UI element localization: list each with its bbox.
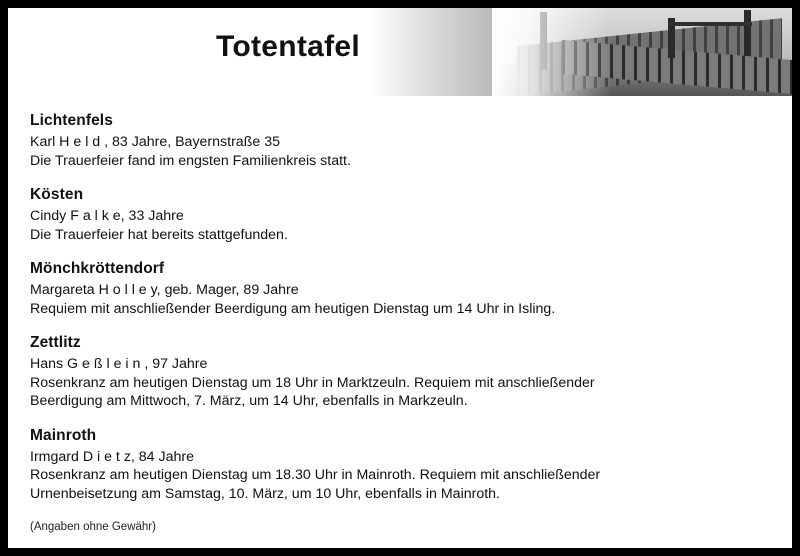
obituary-entry — [30, 334, 770, 411]
entry-line: Urnenbeisetzung am Samstag, 10. März, um 10 Uhr, ebenfalls in Mainroth. — [30, 485, 500, 502]
obituary-sheet — [8, 8, 792, 548]
entry-line: Margareta H o l l e y, geb. Mager, 89 Jahre — [30, 282, 299, 298]
entry-line: Hans G e ß l e i n , 97 Jahre — [30, 356, 208, 372]
photo-pier-rail — [668, 22, 752, 26]
entry-place: Kösten — [30, 186, 84, 203]
entry-line: Cindy F a l k e, 33 Jahre — [30, 208, 184, 224]
obituary-list — [8, 96, 792, 503]
disclaimer-note: (Angaben ohne Gewähr) — [30, 521, 156, 533]
entry-place: Mainroth — [30, 426, 97, 444]
header-band — [8, 8, 792, 96]
entry-place: Zettlitz — [30, 334, 81, 351]
entry-line: Die Trauerfeier hat bereits stattgefunden. — [30, 226, 288, 243]
obituary-entry — [30, 427, 770, 504]
entry-line: Rosenkranz am heutigen Dienstag um 18.30 Uhr in Mainroth. Requiem mit anschließender — [30, 467, 601, 483]
obituary-entry — [30, 186, 770, 244]
entry-line: Karl H e l d , 83 Jahre, Bayernstraße 35 — [30, 134, 280, 150]
entry-line: Die Trauerfeier fand im engsten Familienkreis statt. — [30, 152, 351, 169]
photo-pier-post — [744, 10, 751, 56]
entry-line: Irmgard D i e t z, 84 Jahre — [30, 448, 195, 465]
entry-place: Mönchkröttendorf — [30, 260, 165, 277]
entry-line: Beerdigung am Mittwoch, 7. März, um 14 Uhr, ebenfalls in Markzeuln. — [30, 393, 468, 409]
obituary-entry — [30, 112, 770, 170]
entry-line: Rosenkranz am heutigen Dienstag um 18 Uhr in Marktzeuln. Requiem mit anschließender — [30, 374, 595, 391]
entry-place: Lichtenfels — [30, 112, 113, 129]
obituary-entry — [30, 260, 770, 318]
entry-line: Requiem mit anschließender Beerdigung am heutigen Dienstag um 14 Uhr in Isling. — [30, 300, 556, 317]
page-title: Totentafel — [215, 30, 361, 63]
